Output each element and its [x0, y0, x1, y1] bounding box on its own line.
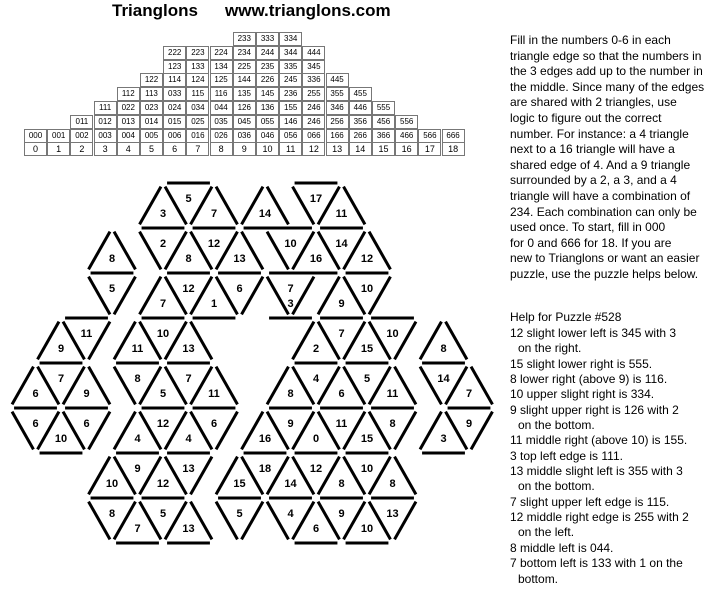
triangle-edge[interactable]	[114, 412, 135, 450]
triangle-edge[interactable]	[293, 277, 314, 315]
combo-cell: 125	[210, 73, 233, 87]
triangle-clue: 5	[108, 283, 116, 295]
sum-cell: 16	[395, 142, 418, 156]
triangle-clue: 14	[437, 373, 450, 385]
triangle-clue: 12	[309, 463, 323, 475]
triangle-clue: 16	[309, 253, 323, 265]
triangle-clue: 13	[386, 508, 399, 520]
triangle-clue: 9	[134, 463, 141, 475]
combo-cell: 015	[163, 115, 186, 129]
triangle-clue: 7	[134, 523, 141, 535]
triangle-clue: 12	[156, 478, 170, 490]
triangle-clue: 14	[284, 478, 297, 490]
combo-cell: 236	[279, 87, 302, 101]
instruction-line: logic to figure out the correct	[510, 110, 662, 125]
triangle-clue: 11	[208, 388, 220, 400]
combo-cell: 225	[233, 60, 256, 74]
sum-cell: 5	[140, 142, 163, 156]
triangle-edge[interactable]	[446, 322, 467, 360]
combo-cell: 246	[302, 101, 325, 115]
hint-line: 9 slight upper right is 126 with 2	[510, 402, 679, 417]
puzzle-board	[0, 176, 500, 613]
combo-cell: 556	[395, 115, 418, 129]
combo-cell: 023	[140, 101, 163, 115]
combo-cell: 222	[163, 46, 186, 60]
combo-cell: 346	[326, 101, 349, 115]
combo-cell: 135	[233, 87, 256, 101]
triangle-edge[interactable]	[344, 367, 365, 405]
hint-line: on the right.	[518, 341, 582, 356]
triangle-edge[interactable]	[446, 412, 467, 450]
instruction-line: next to a 16 triangle will have a	[510, 142, 675, 157]
triangle-clue: 18	[258, 463, 272, 475]
combo-cell: 112	[117, 87, 140, 101]
instruction-line: the middle. Since many of the edges	[510, 79, 705, 94]
triangle-clue: 9	[83, 388, 90, 400]
triangle-clue: 3	[159, 208, 167, 220]
combo-cell: 266	[349, 129, 372, 143]
triangle-clue: 13	[182, 463, 195, 475]
combo-cell: 255	[302, 87, 325, 101]
triangle-clue: 14	[335, 238, 348, 250]
combo-cell: 011	[70, 115, 93, 129]
triangle-edge[interactable]	[89, 412, 110, 450]
combo-cell: 013	[117, 115, 140, 129]
triangle-clue: 14	[258, 208, 272, 220]
triangle-edge[interactable]	[471, 412, 492, 450]
combo-cell: 136	[256, 101, 279, 115]
triangle-clue: 2	[159, 238, 167, 250]
combo-cell: 111	[94, 101, 117, 115]
combo-cell: 345	[302, 60, 325, 74]
triangle-edge[interactable]	[12, 367, 33, 405]
triangle-clue: 4	[287, 508, 294, 520]
sum-cell: 11	[279, 142, 302, 156]
triangle-edge[interactable]	[216, 277, 237, 315]
combo-cell: 244	[256, 46, 279, 60]
hint-line: 13 middle slight left is 355 with 3	[510, 464, 683, 479]
triangle-clue: 6	[32, 388, 39, 400]
triangle-edge[interactable]	[89, 502, 110, 540]
hint-line: on the bottom.	[518, 418, 595, 433]
triangle-clue: 11	[335, 208, 348, 220]
triangle-clue: 6	[312, 523, 320, 535]
combo-cell: 344	[279, 46, 302, 60]
combo-cell: 336	[302, 73, 325, 87]
combo-cell: 166	[326, 129, 349, 143]
combo-cell: 145	[256, 87, 279, 101]
triangle-clue: 11	[131, 343, 144, 355]
triangle-clue: 12	[207, 238, 221, 250]
instruction-line: shared edge of 4. And a 9 triangle	[510, 157, 691, 172]
combo-cell: 006	[163, 129, 186, 143]
sum-cell: 15	[372, 142, 395, 156]
triangle-clue: 11	[335, 418, 348, 430]
triangle-clue: 8	[389, 478, 396, 490]
combo-cell: 233	[233, 32, 256, 46]
hint-line: 12 slight lower left is 345 with 3	[510, 326, 677, 340]
combo-cell: 134	[210, 60, 233, 74]
sum-cell: 3	[94, 142, 117, 156]
combo-cell: 224	[210, 46, 233, 60]
triangle-clue: 13	[233, 253, 246, 265]
triangle-edge[interactable]	[89, 277, 110, 315]
instruction-line: puzzle, use the puzzle helps below.	[510, 266, 699, 281]
triangle-edge[interactable]	[318, 502, 339, 540]
combo-cell: 566	[418, 129, 441, 143]
triangle-edge[interactable]	[471, 367, 492, 405]
instructions-text	[510, 33, 715, 283]
combo-cell: 144	[233, 73, 256, 87]
triangle-clue: 6	[338, 388, 345, 400]
triangle-clue: 7	[465, 388, 473, 400]
triangle-edge[interactable]	[395, 457, 416, 495]
combo-cell: 025	[186, 115, 209, 129]
triangle-edge[interactable]	[114, 367, 135, 405]
triangle-edge[interactable]	[216, 187, 237, 225]
triangle-edge[interactable]	[293, 412, 314, 450]
triangle-clue: 15	[233, 478, 246, 490]
triangle-clue: 8	[134, 373, 141, 385]
triangle-edge[interactable]	[114, 232, 135, 270]
triangle-clue: 11	[80, 328, 93, 340]
combo-cell: 444	[302, 46, 325, 60]
sum-cell: 4	[117, 142, 140, 156]
instruction-line: surrounded by a 2, a 3, and a 4	[510, 173, 677, 188]
combo-cell: 335	[279, 60, 302, 74]
triangle-clue: 10	[54, 433, 68, 445]
triangle-clue: 6	[83, 418, 90, 430]
combo-cell: 126	[233, 101, 256, 115]
combo-cell: 012	[94, 115, 117, 129]
hint-line: 10 upper slight right is 334.	[510, 387, 655, 402]
triangle-clue: 15	[360, 343, 374, 355]
site-url[interactable]: www.trianglons.com	[225, 1, 391, 20]
triangle-clue: 5	[159, 508, 167, 520]
combo-cell: 044	[210, 101, 233, 115]
combo-cell: 034	[186, 101, 209, 115]
combo-cell: 113	[140, 87, 163, 101]
combo-cell: 001	[47, 129, 70, 143]
instruction-line: used once. To start, fill in 000	[510, 220, 666, 235]
triangle-clue: 9	[338, 298, 345, 310]
triangle-clue: 9	[57, 343, 65, 355]
triangle-edge[interactable]	[89, 367, 110, 405]
triangle-clue: 6	[32, 418, 39, 430]
sum-cell: 9	[233, 142, 256, 156]
hint-line: 15 slight lower right is 555.	[510, 356, 653, 371]
triangle-edge[interactable]	[114, 502, 135, 540]
triangle-edge[interactable]	[420, 322, 441, 360]
triangle-clue: 16	[258, 433, 272, 445]
triangle-edge[interactable]	[242, 502, 263, 540]
hint-line: 11 middle right (above 10) is 155.	[510, 433, 688, 448]
hint-line: 3 top left edge is 111.	[510, 448, 623, 463]
triangle-edge[interactable]	[267, 367, 288, 405]
triangle-clue: 3	[440, 433, 447, 445]
triangle-clue: 12	[360, 253, 374, 265]
triangle-clue: 10	[360, 523, 374, 535]
combo-cell: 000	[24, 129, 47, 143]
sum-cell: 17	[418, 142, 441, 156]
combo-cell: 035	[210, 115, 233, 129]
combo-cell: 045	[233, 115, 256, 129]
triangle-edge[interactable]	[216, 502, 237, 540]
triangle-edge[interactable]	[293, 502, 314, 540]
triangle-clue: 7	[185, 373, 192, 385]
triangle-edge[interactable]	[216, 412, 237, 450]
combo-cell: 133	[186, 60, 209, 74]
triangle-clue: 10	[284, 238, 297, 250]
combo-cell: 116	[210, 87, 233, 101]
triangle-edge[interactable]	[140, 367, 161, 405]
instruction-line: for 0 and 666 for 18. If you are	[510, 235, 672, 250]
triangle-clue: 8	[287, 388, 294, 400]
triangle-edge[interactable]	[140, 187, 161, 225]
triangle-edge[interactable]	[395, 412, 416, 450]
triangle-clue: 8	[185, 253, 192, 265]
triangle-clue: 10	[156, 328, 170, 340]
triangle-edge[interactable]	[38, 367, 59, 405]
triangle-edge[interactable]	[267, 277, 288, 315]
combo-cell: 234	[233, 46, 256, 60]
combo-cell: 014	[140, 115, 163, 129]
hint-line: 7 slight upper left edge is 115.	[510, 494, 670, 509]
combo-cell: 055	[256, 115, 279, 129]
combo-cell: 446	[349, 101, 372, 115]
combo-cell: 355	[326, 87, 349, 101]
triangle-clue: 12	[156, 418, 170, 430]
help-title: Help for Puzzle #528	[510, 310, 622, 324]
combo-cell: 555	[372, 101, 395, 115]
triangle-clue: 3	[287, 298, 294, 310]
sum-cell: 7	[186, 142, 209, 156]
instruction-line: triangle edge so that the numbers in	[510, 48, 702, 63]
combo-cell: 334	[279, 32, 302, 46]
help-hints	[510, 326, 720, 587]
triangle-clue: 10	[360, 283, 374, 295]
triangle-clue: 9	[465, 418, 473, 430]
combo-cell: 466	[395, 129, 418, 143]
triangle-clue: 12	[182, 283, 195, 295]
combo-cell: 115	[186, 87, 209, 101]
triangle-edge[interactable]	[293, 367, 314, 405]
triangle-clue: 7	[210, 208, 218, 220]
triangle-edge[interactable]	[140, 502, 161, 540]
triangle-clue: 7	[338, 328, 345, 340]
combo-cell: 024	[163, 101, 186, 115]
triangle-clue: 6	[210, 418, 218, 430]
site-title: Trianglons	[112, 1, 198, 20]
hint-line: 7 bottom left is 133 with 1 on the	[510, 556, 683, 571]
triangle-clue: 1	[210, 298, 218, 310]
triangle-clue: 10	[386, 328, 399, 340]
triangle-clue: 7	[287, 283, 294, 295]
triangle-clue: 13	[182, 523, 195, 535]
combo-cell: 245	[279, 73, 302, 87]
triangle-clue: 0	[312, 433, 320, 445]
triangle-clue: 5	[236, 508, 243, 520]
combo-cell: 366	[372, 129, 395, 143]
hint-line: bottom.	[518, 571, 559, 586]
triangle-clue: 8	[389, 418, 396, 430]
triangle-clue: 10	[360, 463, 374, 475]
combo-cell: 155	[279, 101, 302, 115]
combination-table	[24, 32, 484, 172]
triangle-edge[interactable]	[165, 232, 186, 270]
triangle-edge[interactable]	[267, 502, 288, 540]
sum-cell: 8	[210, 142, 233, 156]
triangle-clue: 4	[185, 433, 192, 445]
combo-cell: 016	[186, 129, 209, 143]
triangle-edge[interactable]	[165, 367, 186, 405]
triangle-clue: 9	[287, 418, 294, 430]
combo-cell: 022	[117, 101, 140, 115]
combo-cell: 235	[256, 60, 279, 74]
combo-cell: 046	[256, 129, 279, 143]
instruction-line: new to Trianglons or want an easier	[510, 251, 700, 266]
triangle-edge[interactable]	[318, 322, 339, 360]
triangle-clue: 6	[236, 283, 243, 295]
triangle-edge[interactable]	[318, 367, 339, 405]
combo-cell: 226	[256, 73, 279, 87]
triangle-clue: 15	[360, 433, 374, 445]
combo-cell: 003	[94, 129, 117, 143]
triangle-clue: 7	[159, 298, 167, 310]
triangle-edge[interactable]	[89, 232, 110, 270]
instruction-line: the 3 edges add up to the number in	[510, 64, 703, 79]
triangle-clue: 8	[440, 343, 447, 355]
triangle-clue: 13	[182, 343, 195, 355]
triangle-edge[interactable]	[63, 367, 84, 405]
triangle-edge[interactable]	[165, 187, 186, 225]
combo-cell: 056	[279, 129, 302, 143]
combo-cell: 256	[326, 115, 349, 129]
triangle-edge[interactable]	[242, 277, 263, 315]
combo-cell: 004	[117, 129, 140, 143]
sum-cell: 12	[302, 142, 325, 156]
triangle-edge[interactable]	[420, 412, 441, 450]
sum-cell: 18	[442, 142, 465, 156]
triangle-edge[interactable]	[318, 277, 339, 315]
sum-cell: 6	[163, 142, 186, 156]
hint-line: 8 lower right (above 9) is 116.	[510, 372, 668, 387]
triangle-edge[interactable]	[114, 277, 135, 315]
combo-cell: 456	[372, 115, 395, 129]
combo-cell: 246	[302, 115, 325, 129]
combo-cell: 033	[163, 87, 186, 101]
hint-line: 12 middle right edge is 255 with 2	[510, 510, 689, 525]
combo-cell: 223	[186, 46, 209, 60]
triangle-clue: 4	[134, 433, 141, 445]
hint-line: on the bottom.	[518, 479, 595, 494]
triangle-clue: 10	[105, 478, 119, 490]
combo-cell: 445	[326, 73, 349, 87]
triangle-clue: 8	[338, 478, 345, 490]
triangle-clue: 8	[108, 253, 116, 265]
page-header	[0, 0, 500, 24]
instruction-line: are shared with 2 triangles, use	[510, 95, 677, 110]
combo-cell: 114	[163, 73, 186, 87]
combo-cell: 066	[302, 129, 325, 143]
triangle-clue: 2	[312, 343, 320, 355]
triangle-edge[interactable]	[38, 322, 59, 360]
triangle-edge[interactable]	[191, 187, 212, 225]
instruction-line: 234. Each combination can only be	[510, 204, 697, 219]
instruction-line: triangle will have a combination of	[510, 188, 691, 203]
combo-cell: 036	[233, 129, 256, 143]
sum-cell: 1	[47, 142, 70, 156]
triangle-clue: 8	[108, 508, 116, 520]
sum-cell: 10	[256, 142, 279, 156]
combo-cell: 666	[442, 129, 465, 143]
triangle-edge[interactable]	[140, 232, 161, 270]
combo-cell: 005	[140, 129, 163, 143]
sum-cell: 2	[70, 142, 93, 156]
combo-cell: 333	[256, 32, 279, 46]
combo-cell: 146	[279, 115, 302, 129]
triangle-edge[interactable]	[191, 412, 212, 450]
sum-cell: 0	[24, 142, 47, 156]
triangle-clue: 7	[57, 373, 65, 385]
combo-cell: 123	[163, 60, 186, 74]
hint-line: 8 middle left is 044.	[510, 540, 614, 555]
triangle-clue: 17	[309, 193, 323, 205]
combo-cell: 122	[140, 73, 163, 87]
hint-line: on the left.	[518, 525, 575, 540]
triangle-clue: 11	[386, 388, 399, 400]
triangle-clue: 5	[185, 193, 192, 205]
sum-cell: 14	[349, 142, 372, 156]
combo-cell: 124	[186, 73, 209, 87]
triangle-edge[interactable]	[12, 412, 33, 450]
triangle-clue: 4	[312, 373, 320, 385]
instruction-line: Fill in the numbers 0-6 in each	[510, 33, 671, 47]
combo-cell: 026	[210, 129, 233, 143]
triangle-clue: 5	[363, 373, 371, 385]
sum-cell: 13	[326, 142, 349, 156]
triangle-clue: 5	[159, 388, 167, 400]
triangle-edge[interactable]	[140, 277, 161, 315]
puzzle-grid	[0, 176, 500, 613]
combo-cell: 455	[349, 87, 372, 101]
triangle-clue: 9	[338, 508, 345, 520]
combo-cell: 356	[349, 115, 372, 129]
instruction-line: number. For instance: a 4 triangle	[510, 126, 689, 141]
triangle-edge[interactable]	[293, 322, 314, 360]
combo-cell: 002	[70, 129, 93, 143]
